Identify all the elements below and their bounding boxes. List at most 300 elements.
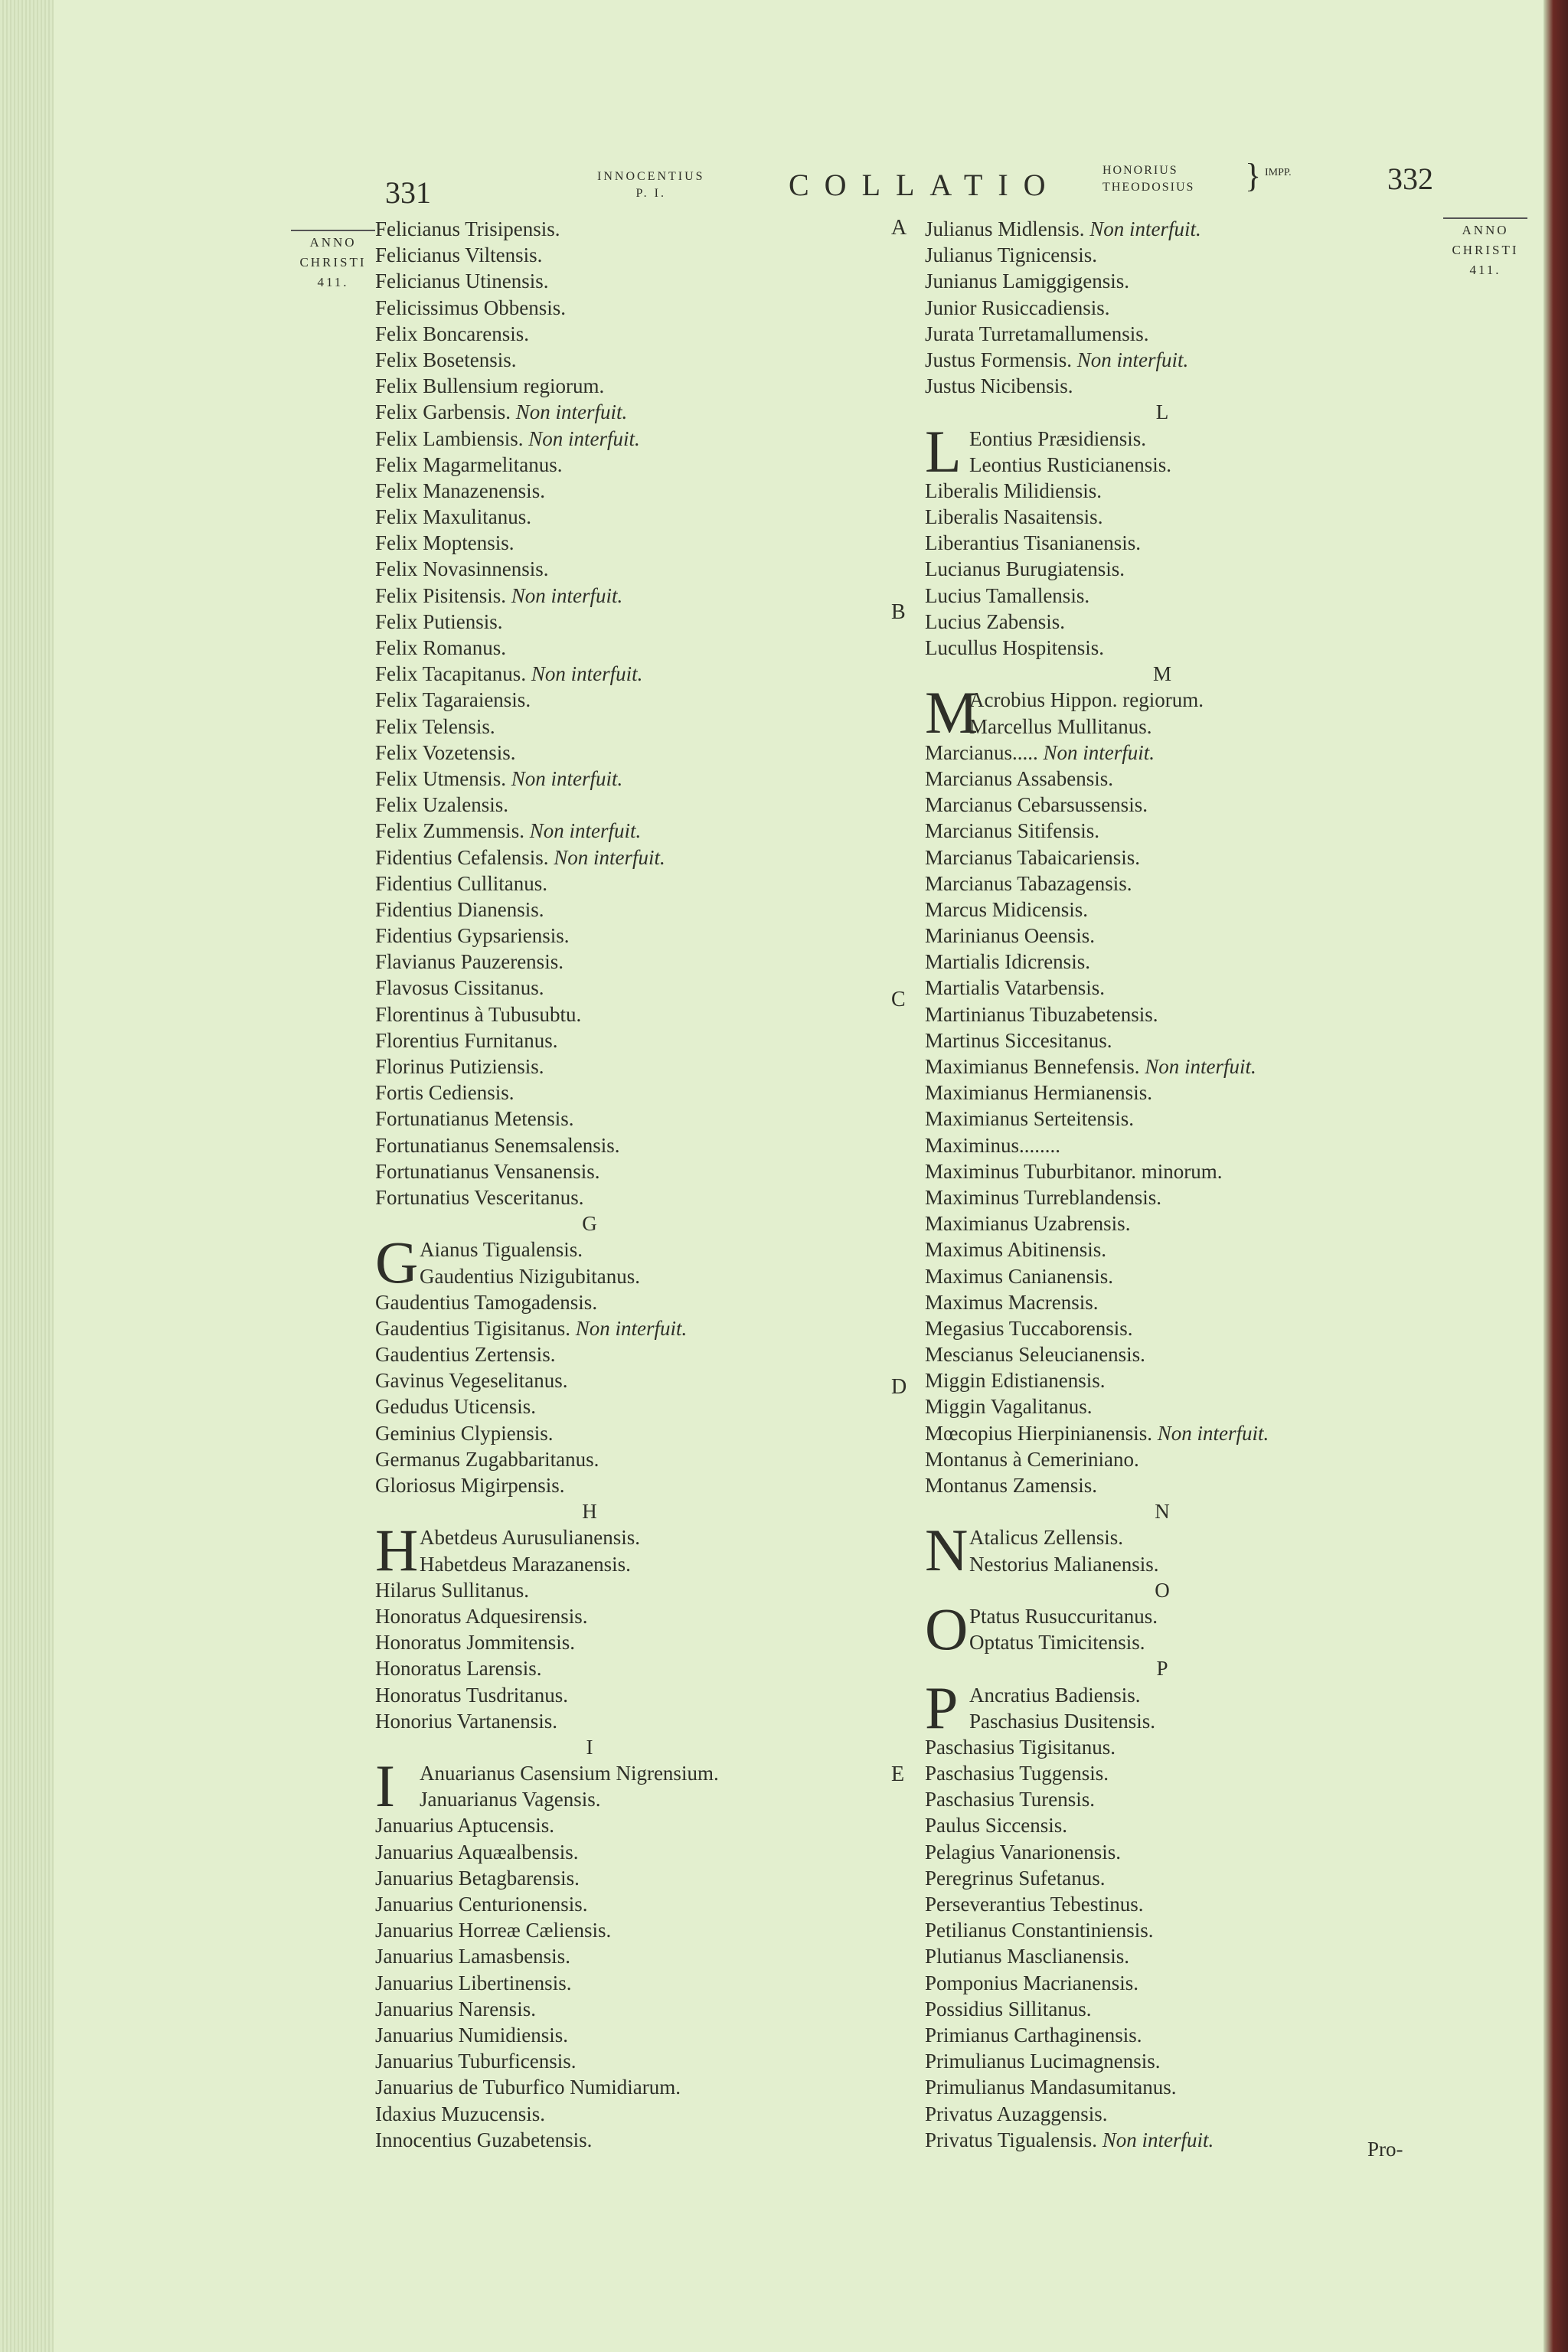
entry-text: Habetdeus Marazanensis.: [420, 1552, 631, 1576]
left-entry: [375, 1917, 804, 1943]
right-entry: [925, 321, 1400, 347]
entry-text: Martinus Siccesitanus.: [925, 1028, 1112, 1052]
entry-text: Januarius Tuburficensis.: [375, 2050, 577, 2073]
entry-text: Julianus Tignicensis.: [925, 243, 1098, 267]
sigil-c: C: [891, 988, 906, 1011]
non-interfuit-note: Non interfuit.: [1145, 1055, 1256, 1078]
entry-text: Hilarus Sullitanus.: [375, 1578, 529, 1602]
entry-text: Julianus Midlensis.: [925, 217, 1085, 240]
entry-text: Januarius Aquæalbensis.: [375, 1840, 579, 1864]
right-entry: [925, 1263, 1400, 1289]
entry-text: Felicianus Trisipensis.: [375, 217, 560, 240]
left-entry: [375, 1080, 804, 1106]
entry-text: Florentinus à Tubusubtu.: [375, 1002, 582, 1026]
left-entry: [375, 1289, 804, 1315]
entry-text: Peregrinus Sufetanus.: [925, 1866, 1106, 1890]
entry-text: Gavinus Vegeselitanus.: [375, 1369, 568, 1393]
running-head-right-line2: THEODOSIUS: [1102, 181, 1195, 194]
non-interfuit-note: Non interfuit.: [554, 845, 665, 869]
left-entry: [375, 452, 804, 478]
entry-text: Mœcopius Hierpinianensis.: [925, 1421, 1152, 1445]
left-entry: [375, 687, 804, 713]
entry-text: Felix Manazenensis.: [375, 479, 545, 502]
entry-text: Fidentius Gypsariensis.: [375, 924, 570, 948]
non-interfuit-note: Non interfuit.: [515, 400, 628, 424]
entry-text: Marcianus Sitifensis.: [925, 819, 1099, 843]
left-entry: [375, 818, 804, 844]
non-interfuit-note: Non interfuit.: [575, 1316, 688, 1340]
entry-text: Januarius Narensis.: [375, 1997, 536, 2020]
right-entry: [925, 1734, 1400, 1760]
right-entry: [925, 2101, 1400, 2127]
left-entry: [375, 1812, 804, 1838]
entry-text: Liberalis Nasaitensis.: [925, 505, 1103, 529]
right-entry: [925, 1472, 1400, 1498]
left-entry: [375, 949, 804, 975]
right-entry: [925, 1132, 1400, 1158]
left-entry: [375, 714, 804, 740]
right-entry: [925, 583, 1400, 609]
left-entry: [375, 1551, 804, 1577]
left-entry: [375, 1315, 804, 1341]
entry-text: Januarius Lamasbensis.: [375, 1945, 570, 1968]
margin-note-right-line2: CHRISTI: [1452, 243, 1519, 257]
right-entry: [925, 1393, 1400, 1419]
entry-text: Liberalis Milidiensis.: [925, 479, 1102, 502]
right-entry: [925, 923, 1400, 949]
entry-text: Maximinus........: [925, 1133, 1061, 1157]
left-entry: [375, 1577, 804, 1603]
left-entry: [375, 1132, 804, 1158]
drop-cap: O: [925, 1595, 969, 1662]
entry-text: Florinus Putiziensis.: [375, 1055, 544, 1078]
right-entry: [925, 1289, 1400, 1315]
running-head-right: [1102, 162, 1194, 196]
entry-text: Felix Bosetensis.: [375, 348, 517, 371]
left-entry: [375, 321, 804, 347]
right-entry: [925, 1054, 1400, 1080]
left-entry: [375, 1943, 804, 1969]
right-entry: [925, 452, 1400, 478]
right-entry: [925, 766, 1400, 792]
left-entry: [375, 268, 804, 294]
entry-text: Felix Telensis.: [375, 714, 495, 738]
non-interfuit-note: Non interfuit.: [531, 662, 643, 686]
entry-text: Montanus Zamensis.: [925, 1474, 1097, 1497]
entry-text: Marcianus Tabaicariensis.: [925, 845, 1141, 869]
right-column-list: [925, 216, 1400, 2153]
left-entry: [375, 1184, 804, 1210]
right-entry: [925, 1236, 1400, 1263]
right-section-letter: [925, 1577, 1400, 1603]
entry-text: Paulus Siccensis.: [925, 1814, 1067, 1838]
right-entry: [925, 818, 1400, 844]
entry-text: Felicissimus Obbensis.: [375, 296, 567, 319]
entry-text: Paschasius Turensis.: [925, 1788, 1096, 1811]
entry-text: Aianus Tigualensis.: [420, 1238, 583, 1262]
entry-text: Flavosus Cissitanus.: [375, 976, 544, 1000]
section-letter-text: G: [582, 1212, 597, 1236]
right-entry: [925, 1996, 1400, 2022]
right-entry: [925, 1027, 1400, 1054]
entry-text: Privatus Tigualensis.: [925, 2128, 1098, 2151]
right-entry: [925, 1001, 1400, 1027]
entry-text: Martialis Vatarbensis.: [925, 976, 1105, 1000]
right-entry: [925, 268, 1400, 294]
sigil-d: D: [891, 1375, 907, 1399]
left-entry: [375, 242, 804, 268]
entry-text: Felicianus Viltensis.: [375, 243, 543, 267]
right-entry: [925, 897, 1400, 923]
entry-text: Optatus Timicitensis.: [969, 1631, 1145, 1655]
entry-text: Lucullus Hospitensis.: [925, 636, 1104, 659]
non-interfuit-note: Non interfuit.: [511, 583, 623, 607]
right-entry: [925, 1158, 1400, 1184]
entry-text: Lucianus Burugiatensis.: [925, 557, 1125, 581]
entry-text: Possidius Sillitanus.: [925, 1997, 1092, 2020]
entry-text: Ancratius Badiensis.: [969, 1683, 1141, 1707]
page-number-right: 332: [1387, 162, 1433, 196]
entry-text: Martinianus Tibuzabetensis.: [925, 1002, 1158, 1026]
entry-text: Primulianus Mandasumitanus.: [925, 2076, 1177, 2099]
left-entry: [375, 1420, 804, 1446]
entry-text: Marcellus Mullitanus.: [969, 714, 1152, 738]
left-entry: [375, 1629, 804, 1655]
right-section-letter: [925, 1655, 1400, 1681]
entry-text: Pelagius Vanarionensis.: [925, 1840, 1121, 1864]
right-entry: [925, 347, 1400, 373]
left-entry: [375, 1603, 804, 1629]
right-entry: [925, 635, 1400, 661]
entry-text: Privatus Auzaggensis.: [925, 2102, 1108, 2125]
entry-text: Paschasius Tuggensis.: [925, 1762, 1109, 1785]
entry-text: Paschasius Tigisitanus.: [925, 1735, 1116, 1759]
right-entry: [925, 949, 1400, 975]
right-entry: [925, 478, 1400, 504]
entry-text: Honoratus Larensis.: [375, 1657, 542, 1681]
left-entry: [375, 478, 804, 504]
left-section-letter: [375, 1210, 804, 1236]
entry-text: Miggin Edistianensis.: [925, 1369, 1106, 1393]
left-entry: [375, 1708, 804, 1734]
drop-cap: P: [925, 1674, 959, 1741]
entry-text: Gedudus Uticensis.: [375, 1395, 536, 1419]
entry-text: Primianus Carthaginensis.: [925, 2023, 1142, 2047]
right-entry: [925, 1760, 1400, 1786]
right-entry: [925, 1917, 1400, 1943]
left-entry: [375, 399, 804, 425]
entry-text: Megasius Tuccaborensis.: [925, 1316, 1133, 1340]
entry-text: Martialis Idicrensis.: [925, 950, 1090, 974]
right-entry: [925, 1080, 1400, 1106]
entry-text: Felix Pisitensis.: [375, 583, 507, 607]
entry-text: Leontius Rusticianensis.: [969, 452, 1171, 476]
entry-text: Felix Moptensis.: [375, 531, 514, 555]
margin-note-left-line2: CHRISTI: [299, 255, 367, 270]
entry-text: Justus Nicibensis.: [925, 374, 1073, 398]
right-entry: [925, 373, 1400, 399]
page-number-left: 331: [385, 175, 431, 210]
left-entry: [375, 347, 804, 373]
entry-text: Maximinus Turreblandensis.: [925, 1185, 1162, 1209]
entry-text: Felicianus Utinensis.: [375, 270, 549, 293]
left-entry: [375, 295, 804, 321]
right-entry: [925, 1341, 1400, 1367]
drop-cap: I: [375, 1753, 395, 1820]
catchword: Pro-: [1367, 2138, 1403, 2161]
entry-text: Abetdeus Aurusulianensis.: [420, 1526, 640, 1550]
entry-text: Petilianus Constantiniensis.: [925, 1919, 1154, 1942]
entry-text: Junianus Lamiggigensis.: [925, 270, 1129, 293]
section-letter-text: M: [1152, 662, 1171, 686]
left-entry: [375, 661, 804, 687]
margin-note-right-line3: 411.: [1469, 263, 1501, 277]
left-entry: [375, 373, 804, 399]
right-entry: [925, 242, 1400, 268]
right-entry: [925, 740, 1400, 766]
entry-text: Felix Uzalensis.: [375, 793, 508, 817]
entry-text: Felix Boncarensis.: [375, 322, 529, 345]
left-entry: [375, 2127, 804, 2153]
right-entry: [925, 2048, 1400, 2074]
entry-text: Maximinus Tuburbitanor. minorum.: [925, 1159, 1223, 1183]
right-entry: [925, 871, 1400, 897]
non-interfuit-note: Non interfuit.: [511, 766, 623, 790]
right-section-letter: [925, 661, 1400, 687]
running-head-impp: IMPP.: [1265, 167, 1292, 178]
right-entry: [925, 975, 1400, 1001]
drop-cap: H: [375, 1517, 419, 1584]
left-entry: [375, 1472, 804, 1498]
left-entry: [375, 1970, 804, 1996]
entry-text: Honorius Vartanensis.: [375, 1709, 557, 1733]
left-entry: [375, 1393, 804, 1419]
left-entry: [375, 583, 804, 609]
section-letter-text: N: [1155, 1500, 1170, 1524]
right-entry: [925, 2074, 1400, 2100]
left-entry: [375, 1786, 804, 1812]
entry-text: Maximianus Hermianensis.: [925, 1081, 1152, 1105]
entry-text: Maximus Canianensis.: [925, 1264, 1113, 1288]
left-entry: [375, 871, 804, 897]
entry-text: Liberantius Tisanianensis.: [925, 531, 1141, 555]
right-entry: [925, 1184, 1400, 1210]
entry-text: Montanus à Cemeriniano.: [925, 1447, 1139, 1471]
left-entry: [375, 216, 804, 242]
right-entry: [925, 2127, 1400, 2153]
entry-text: Maximus Abitinensis.: [925, 1238, 1107, 1262]
left-entry: [375, 609, 804, 635]
section-letter-text: L: [1155, 400, 1169, 424]
entry-text: Fidentius Cullitanus.: [375, 871, 548, 895]
entry-text: Maximianus Bennefensis.: [925, 1055, 1140, 1078]
non-interfuit-note: Non interfuit.: [1076, 348, 1189, 371]
right-entry: [925, 1420, 1400, 1446]
right-entry: [925, 1970, 1400, 1996]
right-entry: [925, 1865, 1400, 1891]
running-head-left: [597, 168, 705, 202]
entry-text: Geminius Clypiensis.: [375, 1421, 554, 1445]
entry-text: Ptatus Rusuccuritanus.: [969, 1604, 1158, 1628]
right-entry: [925, 1629, 1400, 1655]
margin-note-right: [1443, 217, 1527, 280]
entry-text: Fidentius Cefalensis.: [375, 845, 549, 869]
left-entry: [375, 923, 804, 949]
drop-cap: L: [925, 417, 962, 485]
left-entry: [375, 1001, 804, 1027]
running-title: COLLATIO: [789, 168, 1061, 202]
entry-text: Lucius Tamallensis.: [925, 583, 1090, 607]
entry-text: Januarius Libertinensis.: [375, 1971, 572, 1994]
entry-text: Januarius Centurionensis.: [375, 1893, 588, 1916]
left-entry: [375, 792, 804, 818]
left-entry: [375, 1839, 804, 1865]
entry-text: Lucius Zabensis.: [925, 609, 1065, 633]
entry-text: Felix Novasinnensis.: [375, 557, 549, 581]
sigil-a: A: [891, 216, 907, 240]
section-letter-text: H: [582, 1500, 597, 1524]
left-entry: [375, 1367, 804, 1393]
entry-text: Fortunatianus Vensanensis.: [375, 1159, 600, 1183]
right-entry: [925, 792, 1400, 818]
right-entry: [925, 1812, 1400, 1838]
entry-text: Felix Maxulitanus.: [375, 505, 531, 529]
entry-text: Justus Formensis.: [925, 348, 1073, 371]
left-entry: [375, 1682, 804, 1708]
entry-text: Marcianus Tabazagensis.: [925, 871, 1132, 895]
entry-text: Honoratus Adquesirensis.: [375, 1604, 588, 1628]
right-entry: [925, 1943, 1400, 1969]
left-section-letter: [375, 1498, 804, 1524]
sigil-e: E: [891, 1762, 905, 1786]
entry-text: Maximianus Serteitensis.: [925, 1107, 1134, 1131]
left-entry: [375, 504, 804, 530]
left-entry: [375, 426, 804, 452]
right-entry: [925, 295, 1400, 321]
left-entry: [375, 975, 804, 1001]
entry-text: Florentius Furnitanus.: [375, 1028, 558, 1052]
right-entry: [925, 1891, 1400, 1917]
left-entry: [375, 635, 804, 661]
entry-text: Januarius Horreæ Cæliensis.: [375, 1919, 612, 1942]
entry-text: Fortunatianus Senemsalensis.: [375, 1133, 620, 1157]
entry-text: Januarius de Tuburfico Numidiarum.: [375, 2076, 681, 2099]
margin-note-left-line3: 411.: [317, 275, 349, 289]
entry-text: Felix Lambiensis.: [375, 426, 524, 450]
margin-note-right-line1: ANNO: [1462, 223, 1509, 237]
page-edges: [0, 0, 54, 2352]
non-interfuit-note: Non interfuit.: [1157, 1421, 1269, 1445]
left-entry: [375, 1865, 804, 1891]
left-entry: [375, 1027, 804, 1054]
entry-text: Maximianus Uzabrensis.: [925, 1212, 1131, 1236]
entry-text: Gaudentius Tamogadensis.: [375, 1290, 598, 1314]
left-column-list: [375, 216, 804, 2153]
right-entry: [925, 504, 1400, 530]
entry-text: Januarius Betagbarensis.: [375, 1866, 580, 1890]
entry-text: Eontius Præsidiensis.: [969, 426, 1147, 450]
entry-text: Felix Putiensis.: [375, 609, 503, 633]
non-interfuit-note: Non interfuit.: [1102, 2128, 1214, 2151]
entry-text: Jurata Turretamallumensis.: [925, 322, 1149, 345]
entry-text: Mescianus Seleucianensis.: [925, 1343, 1145, 1367]
left-entry: [375, 766, 804, 792]
entry-text: Pomponius Macrianensis.: [925, 1971, 1138, 1994]
drop-cap: M: [925, 679, 978, 746]
left-entry: [375, 1655, 804, 1681]
left-entry: [375, 740, 804, 766]
entry-text: Fortunatianus Metensis.: [375, 1107, 574, 1131]
running-head-left-line2: P. I.: [635, 187, 666, 200]
right-entry: [925, 2022, 1400, 2048]
entry-text: Perseverantius Tebestinus.: [925, 1893, 1144, 1916]
entry-text: Gloriosus Migirpensis.: [375, 1474, 565, 1497]
right-section-letter: [925, 1498, 1400, 1524]
entry-text: Januarius Numidiensis.: [375, 2023, 568, 2047]
entry-text: Junior Rusiccadiensis.: [925, 296, 1110, 319]
right-entry: [925, 1367, 1400, 1393]
entry-text: Felix Garbensis.: [375, 400, 511, 424]
entry-text: Fidentius Dianensis.: [375, 897, 544, 921]
entry-text: Gaudentius Nizigubitanus.: [420, 1264, 640, 1288]
drop-cap: G: [375, 1229, 419, 1296]
brace-glyph: }: [1245, 157, 1262, 194]
right-entry: [925, 1708, 1400, 1734]
entry-text: Innocentius Guzabetensis.: [375, 2128, 593, 2151]
left-entry: [375, 1891, 804, 1917]
binding-edge: [1544, 0, 1568, 2352]
entry-text: Acrobius Hippon. regiorum.: [969, 688, 1204, 712]
entry-text: Honoratus Jommitensis.: [375, 1631, 575, 1655]
entry-text: Maximus Macrensis.: [925, 1290, 1099, 1314]
right-entry: [925, 1839, 1400, 1865]
running-head-left-line1: INNOCENTIUS: [597, 170, 705, 183]
entry-text: Fortunatius Vesceritanus.: [375, 1185, 584, 1209]
non-interfuit-note: Non interfuit.: [529, 819, 642, 843]
left-entry: [375, 530, 804, 556]
entry-text: Felix Romanus.: [375, 636, 507, 659]
margin-note-left-line1: ANNO: [309, 235, 357, 250]
left-section-letter: [375, 1734, 804, 1760]
left-entry: [375, 2074, 804, 2100]
entry-text: Marcianus.....: [925, 740, 1038, 764]
left-entry: [375, 1446, 804, 1472]
entry-text: Gaudentius Tigisitanus.: [375, 1316, 571, 1340]
entry-text: Primulianus Lucimagnensis.: [925, 2050, 1161, 2073]
left-entry: [375, 1341, 804, 1367]
entry-text: Miggin Vagalitanus.: [925, 1395, 1093, 1419]
non-interfuit-note: Non interfuit.: [1043, 740, 1155, 764]
left-entry: [375, 1263, 804, 1289]
entry-text: Idaxius Muzucensis.: [375, 2102, 545, 2125]
right-entry: [925, 714, 1400, 740]
left-entry: [375, 1996, 804, 2022]
right-entry: [925, 216, 1400, 242]
right-entry: [925, 1551, 1400, 1577]
entry-text: Atalicus Zellensis.: [969, 1526, 1123, 1550]
entry-text: Felix Magarmelitanus.: [375, 452, 563, 476]
non-interfuit-note: Non interfuit.: [528, 426, 640, 450]
left-entry: [375, 2022, 804, 2048]
entry-text: Felix Bullensium regiorum.: [375, 374, 605, 398]
right-entry: [925, 1786, 1400, 1812]
right-entry: [925, 1210, 1400, 1236]
left-entry: [375, 556, 804, 582]
entry-text: Felix Zummensis.: [375, 819, 524, 843]
left-entry: [375, 897, 804, 923]
left-entry: [375, 2101, 804, 2127]
entry-text: Plutianus Masclianensis.: [925, 1945, 1129, 1968]
